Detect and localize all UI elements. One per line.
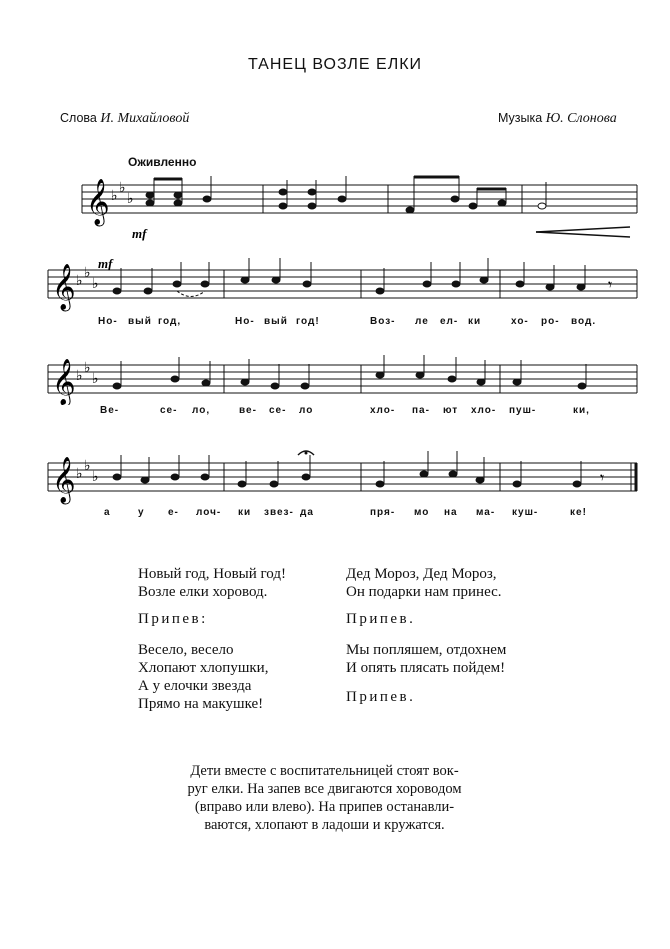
dynamic-mark: mf [132,226,147,241]
melody-staff-3 [0,447,670,507]
lyric-syllable: па- [412,405,430,416]
lyric-syllable: се- [160,405,178,416]
lyric-syllable: хло- [471,405,497,416]
instruction-line: Дети вместе с воспитательницей стоят вок- [190,763,459,779]
lyric-syllable: а [104,507,111,518]
lyric-syllable: ют [443,405,459,416]
lyrics-line-3 [0,507,670,523]
instruction-line: (вправо или влево). На припев останавли- [194,799,455,815]
svg-text:♭: ♭ [84,360,91,376]
svg-text:𝄞: 𝄞 [52,457,76,503]
lyric-syllable: вый [264,316,288,327]
page-title: ТАНЕЦ ВОЗЛЕ ЕЛКИ [247,56,423,73]
lyric-syllable: ки [238,507,252,518]
lyric-syllable: мо [414,507,430,518]
lyric-syllable: да [300,507,314,518]
svg-text:♭: ♭ [119,180,126,196]
lyric-syllable: вод. [571,316,597,327]
svg-text:♭: ♭ [84,458,91,474]
composer-credit [498,111,617,127]
svg-text:𝄞: 𝄞 [52,359,76,405]
svg-text:𝄾: 𝄾 [608,275,613,294]
refrain-text [138,641,268,713]
verse-1 [138,565,286,601]
instruction-line: ваются, хлопают в ладоши и кружатся. [204,817,445,833]
performance-instructions [152,762,497,834]
verse-line: Новый год, Новый год! [138,566,286,582]
verse-2 [346,565,502,601]
lyric-syllable: хло- [370,405,396,416]
verse-line: Хлопают хлопушки, [138,660,269,676]
lyric-syllable: ве- [239,405,257,416]
svg-text:𝄞: 𝄞 [52,264,76,310]
svg-text:♭: ♭ [76,368,83,384]
lyric-syllable: пуш- [509,405,537,416]
lyric-syllable: звез- [264,507,294,518]
lyric-syllable: ки [468,316,482,327]
lyric-syllable: Ве- [100,405,120,416]
lyrics-line-2 [0,405,670,421]
refrain-label: Припев: [138,611,208,627]
lyric-syllable: ле [415,316,429,327]
verse-line: А у елочки звезда [138,678,252,694]
lyric-syllable: ке! [570,507,587,518]
svg-text:𝄾: 𝄾 [600,468,605,487]
lyric-syllable: лоч- [196,507,222,518]
svg-text:♭: ♭ [76,466,83,482]
refrain-label: Припев. [346,611,416,627]
words-label: Слова [60,111,97,125]
lyric-syllable: ма- [476,507,496,518]
lyric-syllable: ло [299,405,314,416]
lyric-syllable: вый [128,316,152,327]
verse-line: И опять плясать пойдем! [346,660,506,676]
lyric-syllable: год, [158,316,182,327]
lyric-syllable: Воз- [370,316,396,327]
lyric-syllable: пря- [370,507,396,518]
lyric-syllable: ел- [440,316,459,327]
lyric-syllable: ло, [192,405,211,416]
music-author: Ю. Слонова [545,111,617,126]
music-label: Музыка [498,111,543,125]
svg-text:♭: ♭ [127,191,134,207]
verse-line: Он подарки нам принес. [346,584,502,600]
dynamic-mark: mf [98,256,113,271]
lyric-syllable: ро- [541,316,560,327]
melody-staff-2 [0,355,670,405]
instruction-line: руг елки. На запев все двигаются хороводом [187,781,462,797]
lyric-syllable: у [138,507,145,518]
svg-text:♭: ♭ [84,265,91,281]
verse-3 [346,641,506,677]
lyric-syllable: Но- [98,316,118,327]
lyrics-line-1 [0,316,670,332]
verse-line: Возле елки хоровод. [138,584,268,600]
lyric-syllable: хо- [511,316,529,327]
svg-text:♭: ♭ [92,469,99,485]
verse-line: Прямо на макушке! [138,696,264,712]
verse-line: Весело, весело [138,642,234,658]
verse-line: Дед Мороз, Дед Мороз, [346,566,497,582]
lyric-syllable: Но- [235,316,255,327]
svg-text:♭: ♭ [111,188,118,204]
treble-clef-icon: 𝄞 [86,179,110,225]
lyric-syllable: е- [168,507,179,518]
svg-text:♭: ♭ [92,276,99,292]
verse-line: Мы попляшем, отдохнем [346,642,507,658]
lyric-syllable: на [444,507,458,518]
lyric-syllable: се- [269,405,287,416]
svg-text:♭: ♭ [76,273,83,289]
melody-staff-1 [0,256,670,316]
piano-intro-staff [0,170,670,250]
lyric-syllable: куш- [512,507,539,518]
lyric-syllable: год! [296,316,320,327]
tempo-marking: Оживленно [128,155,197,169]
lyricist-credit [60,111,189,127]
svg-text:♭: ♭ [92,371,99,387]
refrain-label: Припев. [346,689,416,705]
words-author: И. Михайловой [100,111,190,126]
lyric-syllable: ки, [573,405,590,416]
